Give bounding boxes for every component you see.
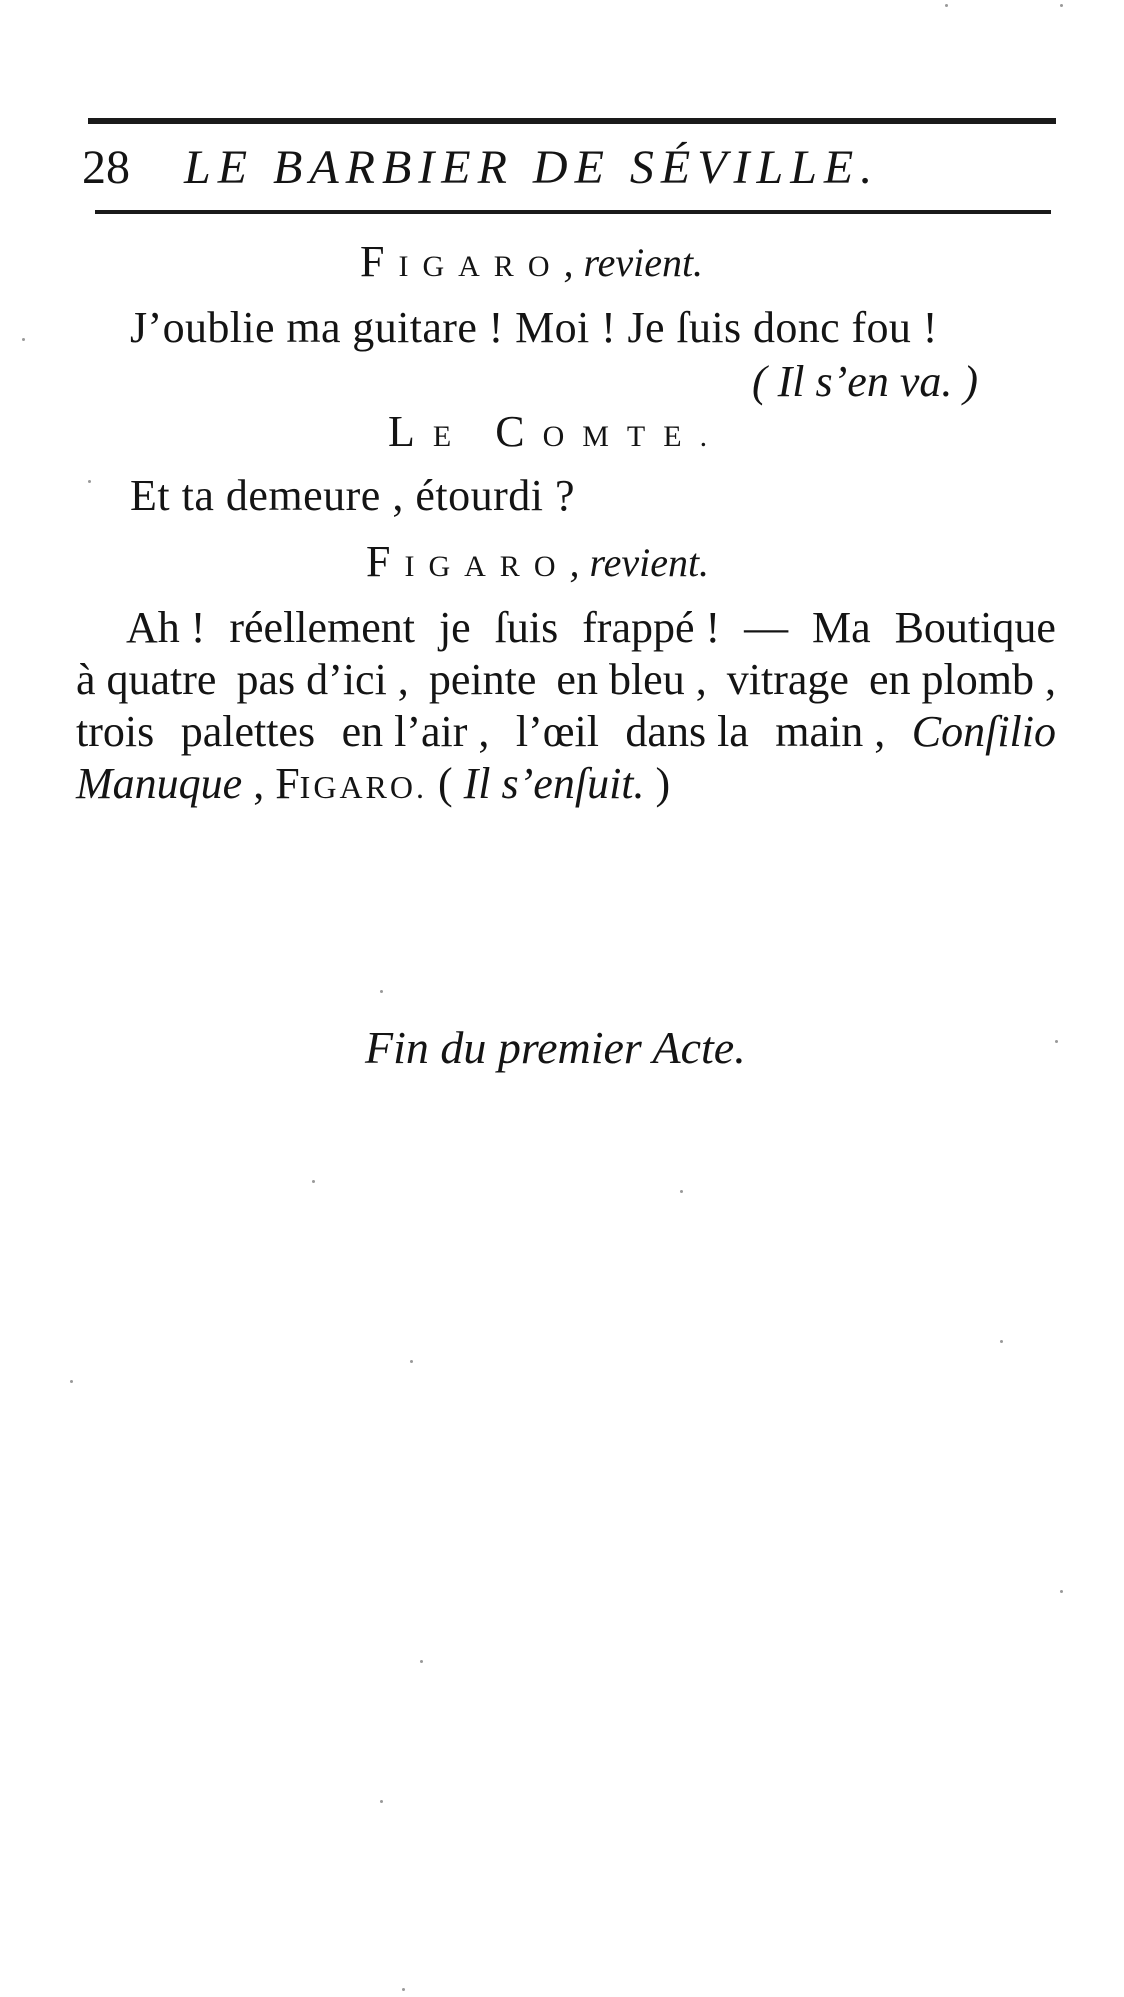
punctuation: , (242, 759, 276, 808)
running-title: LE BARBIER DE SÉVILLE. (184, 141, 880, 194)
punctuation: ( (427, 759, 464, 808)
word: palettes (180, 707, 316, 756)
speaker-initial: F (275, 759, 300, 808)
stage-direction: , revient. (569, 540, 710, 585)
punctuation: ) (644, 759, 671, 808)
speaker-name: IGARO (398, 250, 564, 283)
paper-speck (380, 1800, 383, 1803)
paper-speck (410, 1360, 413, 1363)
speaker-figaro-2 (366, 536, 709, 593)
paper-speck (88, 480, 91, 483)
speech-line: J’oublie ma guitare ! Moi ! Je ſuis donc fou ! (130, 303, 938, 352)
word: l’œil (515, 707, 599, 756)
word: dans la (625, 707, 749, 756)
word: réellement (229, 603, 416, 652)
word: Ah ! (126, 603, 206, 652)
word: pas d’ici , (236, 655, 409, 704)
paper-speck (380, 990, 383, 993)
speaker-figaro-1 (360, 236, 703, 293)
speaker-name: IGARO (404, 550, 570, 583)
speech-paragraph-line-3 (76, 706, 1056, 758)
word: Boutique (894, 603, 1056, 652)
paper-speck (70, 1380, 73, 1383)
speaker-name: OMTE. (542, 420, 726, 453)
stage-direction-exit: ( Il s’en va. ) (752, 357, 979, 406)
header-top-rule (88, 118, 1056, 124)
running-head (82, 138, 1052, 198)
paper-speck (1000, 1340, 1003, 1343)
speech-line: Et ta demeure , étourdi ? (130, 471, 575, 520)
header-bottom-rule (95, 210, 1051, 214)
word: je (438, 603, 471, 652)
speaker-initial: F (366, 537, 405, 586)
word: Ma (812, 603, 871, 652)
speech-paragraph (76, 602, 1056, 810)
paper-speck (680, 1190, 683, 1193)
word: peinte (428, 655, 537, 704)
word: trois (76, 707, 155, 756)
word: à quatre (76, 655, 217, 704)
word: Manuque (76, 759, 243, 808)
paper-speck (402, 1988, 405, 1991)
speaker-initial: F (360, 237, 399, 286)
stage-direction: Il s’enſuit. (463, 759, 645, 808)
paper-speck (22, 338, 25, 341)
end-of-act: Fin du premier Acte. (365, 1022, 746, 1073)
speaker-name: IGARO. (299, 769, 427, 805)
word: — (744, 603, 789, 652)
word: en bleu , (556, 655, 707, 704)
page-number: 28 (82, 141, 130, 194)
word: ſuis (494, 603, 559, 652)
speaker-comte (388, 406, 725, 463)
speech-paragraph-line-4 (76, 758, 1056, 810)
paper-speck (1055, 1040, 1058, 1043)
paper-speck (1060, 4, 1063, 7)
word: frappé ! (582, 603, 721, 652)
paper-speck (420, 1660, 423, 1663)
word: vitrage (726, 655, 849, 704)
speaker-initial: C (495, 407, 543, 456)
word: Conſilio (911, 707, 1056, 756)
word: main , (775, 707, 886, 756)
word: en l’air , (341, 707, 490, 756)
paper-speck (312, 1180, 315, 1183)
speaker-article: E (432, 420, 470, 453)
word: en plomb , (868, 655, 1056, 704)
paper-speck (1060, 1590, 1063, 1593)
stage-direction: , revient. (563, 240, 704, 285)
speech-paragraph-line-2 (76, 654, 1056, 706)
speaker-initial: L (388, 407, 433, 456)
paper-speck (945, 4, 948, 7)
speech-paragraph-line-1 (76, 602, 1056, 654)
